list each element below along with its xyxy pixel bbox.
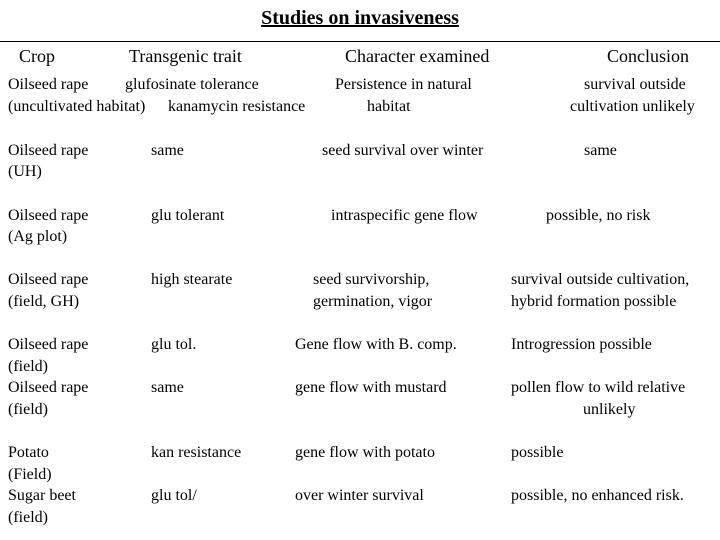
character-cell: over winter survival: [295, 487, 424, 504]
conclusion-cell: same: [584, 142, 617, 159]
character-cell: Gene flow with B. comp.: [295, 336, 457, 353]
trait-cell-sub: kanamycin resistance: [168, 98, 306, 115]
character-cell: Persistence in natural: [335, 76, 472, 93]
header-character-examined: Character examined: [345, 46, 490, 66]
character-cell: seed survival over winter: [322, 142, 484, 159]
crop-cell-sub: (field): [8, 358, 48, 375]
trait-cell: same: [151, 379, 184, 396]
crop-cell-sub: (Field): [8, 466, 52, 483]
header-crop: Crop: [19, 46, 55, 66]
crop-cell: Potato: [8, 444, 49, 461]
header-transgenic-trait: Transgenic trait: [129, 46, 242, 66]
crop-cell-sub: (Ag plot): [8, 228, 68, 245]
conclusion-cell-sub: hybrid formation possible: [511, 293, 677, 310]
conclusion-cell: possible, no risk: [546, 207, 651, 224]
trait-cell: glu tol.: [151, 336, 197, 353]
character-cell: gene flow with mustard: [295, 379, 447, 396]
crop-cell: Oilseed rape: [8, 76, 89, 93]
crop-cell-sub: (UH): [8, 163, 42, 180]
conclusion-cell: possible: [511, 444, 564, 461]
crop-cell: Oilseed rape: [8, 379, 89, 396]
crop-cell: Oilseed rape: [8, 207, 89, 224]
trait-cell: same: [151, 142, 184, 159]
header-divider: [0, 41, 720, 42]
conclusion-cell: possible, no enhanced risk.: [511, 487, 684, 504]
crop-cell-sub: (field, GH): [8, 293, 80, 310]
character-cell: intraspecific gene flow: [331, 207, 478, 224]
trait-cell: glu tolerant: [151, 207, 225, 224]
trait-cell: high stearate: [151, 271, 233, 288]
trait-cell: glu tol/: [151, 487, 197, 504]
conclusion-cell: survival outside cultivation,: [511, 271, 690, 288]
crop-cell-sub: (field): [8, 401, 48, 418]
conclusion-cell: pollen flow to wild relative: [511, 379, 686, 396]
character-cell: gene flow with potato: [295, 444, 435, 461]
crop-cell: Oilseed rape: [8, 336, 89, 353]
character-cell-sub: habitat: [367, 98, 411, 115]
crop-cell-sub: (field): [8, 509, 48, 526]
conclusion-cell-sub: cultivation unlikely: [570, 98, 695, 115]
conclusion-cell: survival outside: [584, 76, 686, 93]
conclusion-cell-sub: unlikely: [583, 401, 636, 418]
crop-cell: Oilseed rape: [8, 142, 89, 159]
conclusion-cell: Introgression possible: [511, 336, 652, 353]
crop-cell: Sugar beet: [8, 487, 76, 504]
trait-cell: glufosinate tolerance: [125, 76, 259, 93]
character-cell: seed survivorship,: [313, 271, 430, 288]
crop-cell: Oilseed rape: [8, 271, 89, 288]
trait-cell: kan resistance: [151, 444, 242, 461]
header-conclusion: Conclusion: [607, 46, 690, 66]
crop-cell-sub: (uncultivated habitat): [8, 98, 146, 115]
page-title: Studies on invasiveness: [261, 7, 459, 29]
character-cell-sub: germination, vigor: [313, 293, 433, 310]
